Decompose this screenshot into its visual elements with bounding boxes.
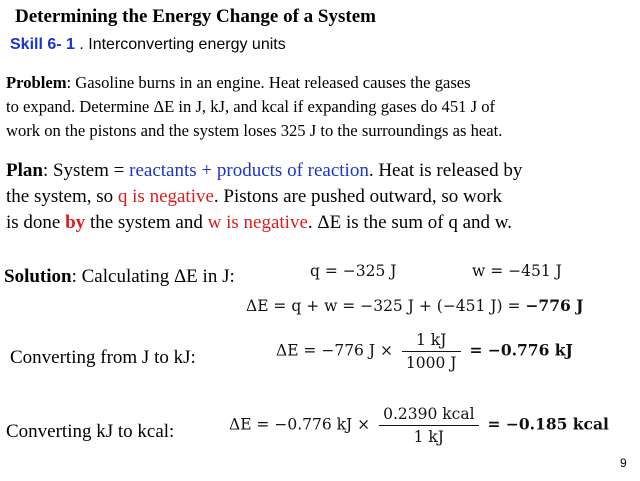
- kj-denominator: 1000 J: [405, 354, 457, 372]
- problem-statement: [6, 71, 502, 143]
- slide-title: Determining the Energy Change of a System: [15, 6, 376, 27]
- system-definition: reactants + products of reaction: [129, 160, 369, 181]
- kcal-fraction: [379, 405, 478, 446]
- delta-e-equation: ΔE = q + w = −325 J + (−451 J) = −776 J: [246, 296, 584, 315]
- kcal-numerator: 0.2390 kcal: [379, 405, 478, 426]
- kj-conversion-label: Converting from J to kJ:: [10, 347, 196, 368]
- problem-label: Problem: [6, 73, 67, 92]
- kcal-denominator: 1 kJ: [413, 428, 445, 446]
- skill-text: . Interconverting energy units: [79, 36, 286, 53]
- plan-line-1: Plan: System = reactants + products of reaction. Heat is released by: [6, 160, 523, 181]
- kj-fraction: [402, 331, 461, 372]
- kcal-conversion-equation: ΔE = −0.776 kJ × $\frac{\text{0.2390 kcal}}{1 kJ}$ = −0.185 kcal: [229, 405, 609, 446]
- w-value: w = −451 J: [472, 262, 562, 280]
- page-number: 9: [620, 456, 627, 470]
- plan-statement: [6, 158, 522, 236]
- problem-line-2: to expand. Determine ΔE in J, kJ, and kcal if expanding gases do 451 J of: [6, 97, 496, 116]
- delta-e-result: −776 J: [525, 296, 584, 315]
- plan-line-2: the system, so q is negative. Pistons are pushed outward, so work: [6, 186, 503, 207]
- skill-heading: [10, 36, 286, 54]
- q-negative-note: q is negative: [117, 186, 214, 207]
- w-negative-note: w is negative: [207, 212, 308, 233]
- solution-heading: Solution: Calculating ΔE in J:: [4, 266, 235, 287]
- plan-label: Plan: [6, 160, 43, 181]
- kcal-conversion-label: Converting kJ to kcal:: [6, 421, 175, 442]
- skill-number: Skill 6- 1: [10, 36, 75, 53]
- kj-numerator: 1 kJ: [402, 331, 461, 352]
- problem-line-3: work on the pistons and the system loses 325 J to the surroundings as heat.: [6, 121, 503, 140]
- plan-line-3: is done by the system and w is negative. ΔE is the sum of q and w.: [6, 212, 513, 233]
- q-value: q = −325 J: [310, 262, 397, 280]
- kcal-result: = −0.185 kcal: [487, 414, 609, 434]
- kj-conversion-equation: ΔE = −776 J × $\frac{1 kJ}{1000 J}$ = −0.776 kJ: [276, 331, 573, 372]
- kj-result: = −0.776 kJ: [469, 340, 573, 360]
- solution-label: Solution: [4, 266, 72, 287]
- by-emphasis: by: [65, 212, 86, 233]
- problem-line-1: Problem: Gasoline burns in an engine. Heat released causes the gases: [6, 73, 471, 92]
